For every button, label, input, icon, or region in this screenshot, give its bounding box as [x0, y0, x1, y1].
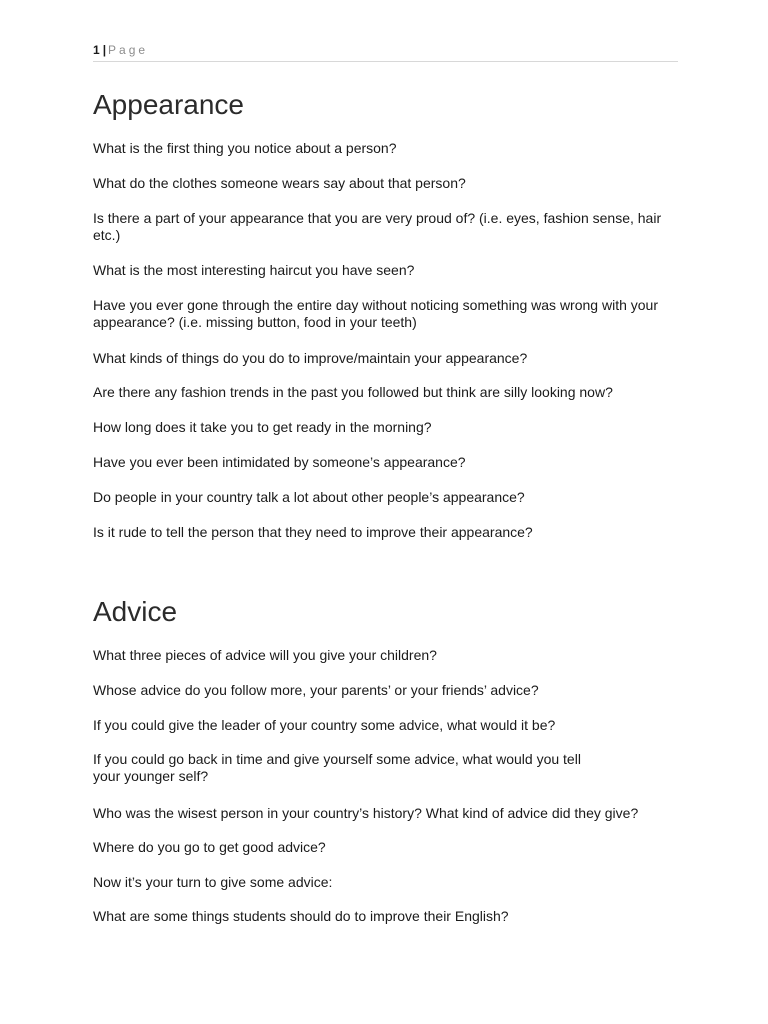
- question-item: Have you ever gone through the entire day without noticing something was wrong with your appearance? (i.e. missing button, food in your teeth): [93, 297, 658, 330]
- header-separator: |: [102, 43, 107, 57]
- question-item: Do people in your country talk a lot about other people’s appearance?: [93, 489, 525, 505]
- question-item: What is the first thing you notice about a person?: [93, 140, 397, 156]
- question-item: What is the most interesting haircut you have seen?: [93, 262, 415, 278]
- question-item: Who was the wisest person in your country’s history? What kind of advice did they give?: [93, 805, 639, 821]
- question-item: How long does it take you to get ready in the morning?: [93, 419, 432, 435]
- question-item: What three pieces of advice will you give your children?: [93, 647, 437, 663]
- question-item: If you could go back in time and give yourself some advice, what would you tell your younger self?: [93, 751, 581, 784]
- question-item: What do the clothes someone wears say about that person?: [93, 175, 466, 191]
- question-item: Are there any fashion trends in the past you followed but think are silly looking now?: [93, 384, 613, 400]
- page-word: Page: [108, 43, 149, 57]
- question-item: Is it rude to tell the person that they need to improve their appearance?: [93, 524, 533, 540]
- section-heading-appearance: Appearance: [93, 89, 245, 120]
- question-item: Have you ever been intimidated by someone’s appearance?: [93, 454, 466, 470]
- page-number: 1: [93, 43, 100, 57]
- question-item: Is there a part of your appearance that you are very proud of? (i.e. eyes, fashion sense, hair etc.): [93, 210, 662, 243]
- question-item: What kinds of things do you do to improve/maintain your appearance?: [93, 350, 528, 366]
- question-item: Where do you go to get good advice?: [93, 839, 326, 855]
- page-header: [93, 42, 678, 62]
- question-item: Now it’s your turn to give some advice:: [93, 874, 333, 890]
- question-item: What are some things students should do to improve their English?: [93, 908, 509, 924]
- question-item: If you could give the leader of your country some advice, what would it be?: [93, 717, 556, 733]
- question-item: Whose advice do you follow more, your parents’ or your friends’ advice?: [93, 682, 539, 698]
- section-heading-advice: Advice: [93, 596, 178, 627]
